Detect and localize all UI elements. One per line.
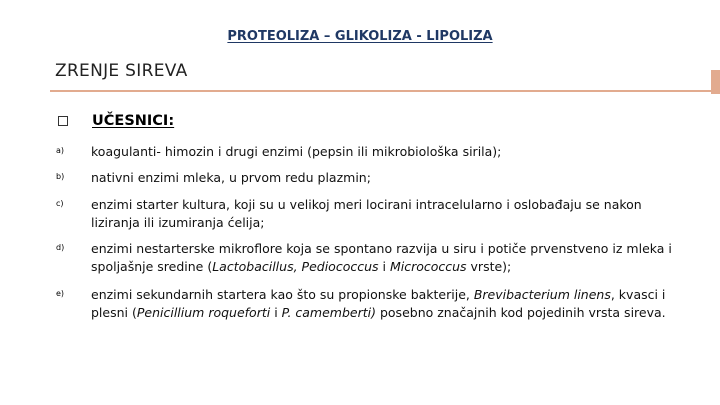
title-divider: [50, 90, 714, 92]
text-segment: vrste);: [466, 259, 512, 274]
italic-segment: Micrococcus: [389, 259, 467, 274]
top-title: PROTEOLIZA – GLIKOLIZA - LIPOLIZA: [227, 29, 493, 44]
list-marker: b): [56, 172, 65, 181]
list-marker: d): [56, 243, 65, 252]
italic-segment: Penicillium roqueforti: [136, 305, 271, 320]
italic-segment: P. camemberti): [281, 305, 376, 320]
list-item-e: [56, 286, 686, 322]
list-marker: e): [56, 289, 65, 298]
text-segment: posebno značajnih kod pojedinih vrsta sireva.: [376, 305, 666, 320]
text-segment: enzimi nestarterske mikroflore koja se spontano razvija u siru i potiče prvenstveno iz mleka i spoljašnje sredine (: [91, 241, 672, 274]
list-item-text: [91, 196, 686, 232]
text-segment: , kvasci i plesni (: [91, 287, 666, 320]
list-item-text: [91, 286, 686, 322]
heading-label: UČESNICI:: [92, 113, 175, 129]
list-item-b: [56, 169, 686, 187]
italic-segment: Lactobacillus, Pediococcus: [212, 259, 379, 274]
list-item-d: [56, 240, 686, 276]
text-segment: enzimi starter kultura, koji su u velikoj meri locirani intracelularno i oslobađaju se nakon liziranja ili izumiranja ćelija;: [91, 197, 642, 230]
text-segment: i: [270, 305, 282, 320]
text-segment: nativni enzimi mleka, u prvom redu plazmin;: [91, 170, 371, 185]
text-segment: enzimi sekundarnih startera kao što su propionske bakterije,: [91, 287, 474, 302]
list-item-c: [56, 196, 686, 232]
list-item-text: [91, 169, 686, 187]
list-item-text: [91, 143, 686, 161]
checkbox-bullet-icon: [58, 116, 68, 126]
italic-segment: Brevibacterium linens: [473, 287, 611, 302]
accent-bar: [711, 70, 720, 94]
text-segment: i: [378, 259, 390, 274]
list-marker: c): [56, 199, 64, 208]
section-heading: [58, 113, 174, 129]
list-item-a: [56, 143, 686, 161]
text-segment: koagulanti- himozin i drugi enzimi (pepsin ili mikrobiološka sirila);: [91, 144, 502, 159]
list-marker: a): [56, 146, 65, 155]
list-item-text: [91, 240, 686, 276]
slide-title: ZRENJE SIREVA: [55, 61, 188, 81]
